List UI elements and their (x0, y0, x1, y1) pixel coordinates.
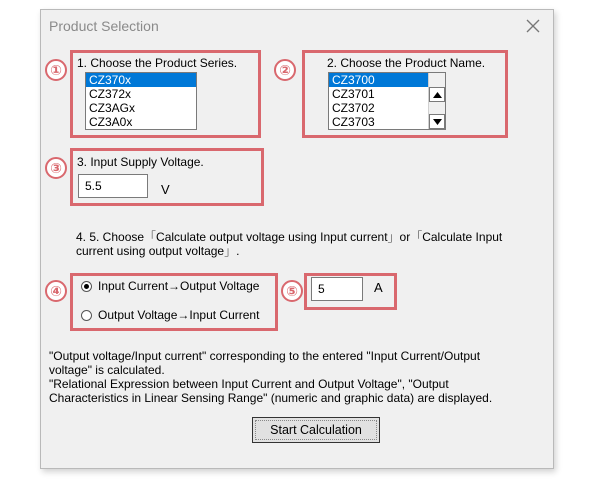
product-option[interactable]: CZ3700 (329, 73, 428, 87)
annotation-badge-5: ⑤ (281, 280, 303, 302)
series-label: 1. Choose the Product Series. (77, 56, 238, 70)
product-selection-dialog (40, 9, 554, 469)
window-title: Product Selection (49, 18, 159, 34)
start-calculation-button[interactable]: Start Calculation (252, 417, 380, 443)
scroll-up-icon[interactable] (429, 87, 445, 102)
description-line4: Characteristics in Linear Sensing Range" (numeric and graphic data) are displayed. (49, 391, 493, 405)
description-line1: "Output voltage/Input current" corresponding to the entered "Input Current/Output (49, 349, 481, 363)
radio-unselected-icon[interactable] (81, 310, 92, 321)
radio-selected-icon[interactable] (81, 281, 92, 292)
product-label: 2. Choose the Product Name. (327, 56, 486, 70)
annotation-badge-1: ① (45, 59, 67, 81)
choose-instruction-line1: 4. 5. Choose「Calculate output voltage using Input current」or「Calculate Input (76, 230, 503, 244)
mode-option-input-current[interactable] (81, 279, 259, 293)
series-listbox[interactable] (85, 72, 197, 130)
supply-unit: V (161, 182, 170, 197)
mode-option-label: Output Voltage→Input Current (98, 308, 260, 322)
series-option[interactable]: CZ372x (89, 87, 132, 101)
scroll-down-icon[interactable] (429, 114, 445, 129)
close-icon[interactable] (523, 16, 543, 36)
product-option[interactable]: CZ3702 (332, 101, 375, 115)
annotation-badge-3: ③ (45, 157, 67, 179)
series-option[interactable]: CZ3AGx (89, 101, 136, 115)
choose-instruction-line2: current using output voltage」. (76, 244, 240, 258)
product-option[interactable]: CZ3701 (332, 87, 375, 101)
product-listbox[interactable] (328, 72, 446, 130)
annotation-badge-2: ② (274, 59, 296, 81)
product-scrollbar[interactable] (428, 73, 445, 129)
supply-label: 3. Input Supply Voltage. (77, 155, 204, 169)
supply-voltage-input[interactable]: 5.5 (78, 174, 148, 198)
mode-option-output-voltage[interactable] (81, 308, 259, 322)
description-line3: "Relational Expression between Input Current and Output Voltage", "Output (49, 377, 449, 391)
current-input[interactable]: 5 (311, 277, 363, 301)
title-bar (41, 10, 553, 43)
series-option[interactable]: CZ370x (86, 73, 196, 87)
current-unit: A (374, 280, 383, 295)
description-line2: voltage" is calculated. (49, 363, 165, 377)
product-option[interactable]: CZ3703 (332, 115, 375, 129)
series-option[interactable]: CZ3A0x (89, 115, 133, 129)
annotation-badge-4: ④ (45, 280, 67, 302)
mode-option-label: Input Current→Output Voltage (98, 279, 260, 293)
